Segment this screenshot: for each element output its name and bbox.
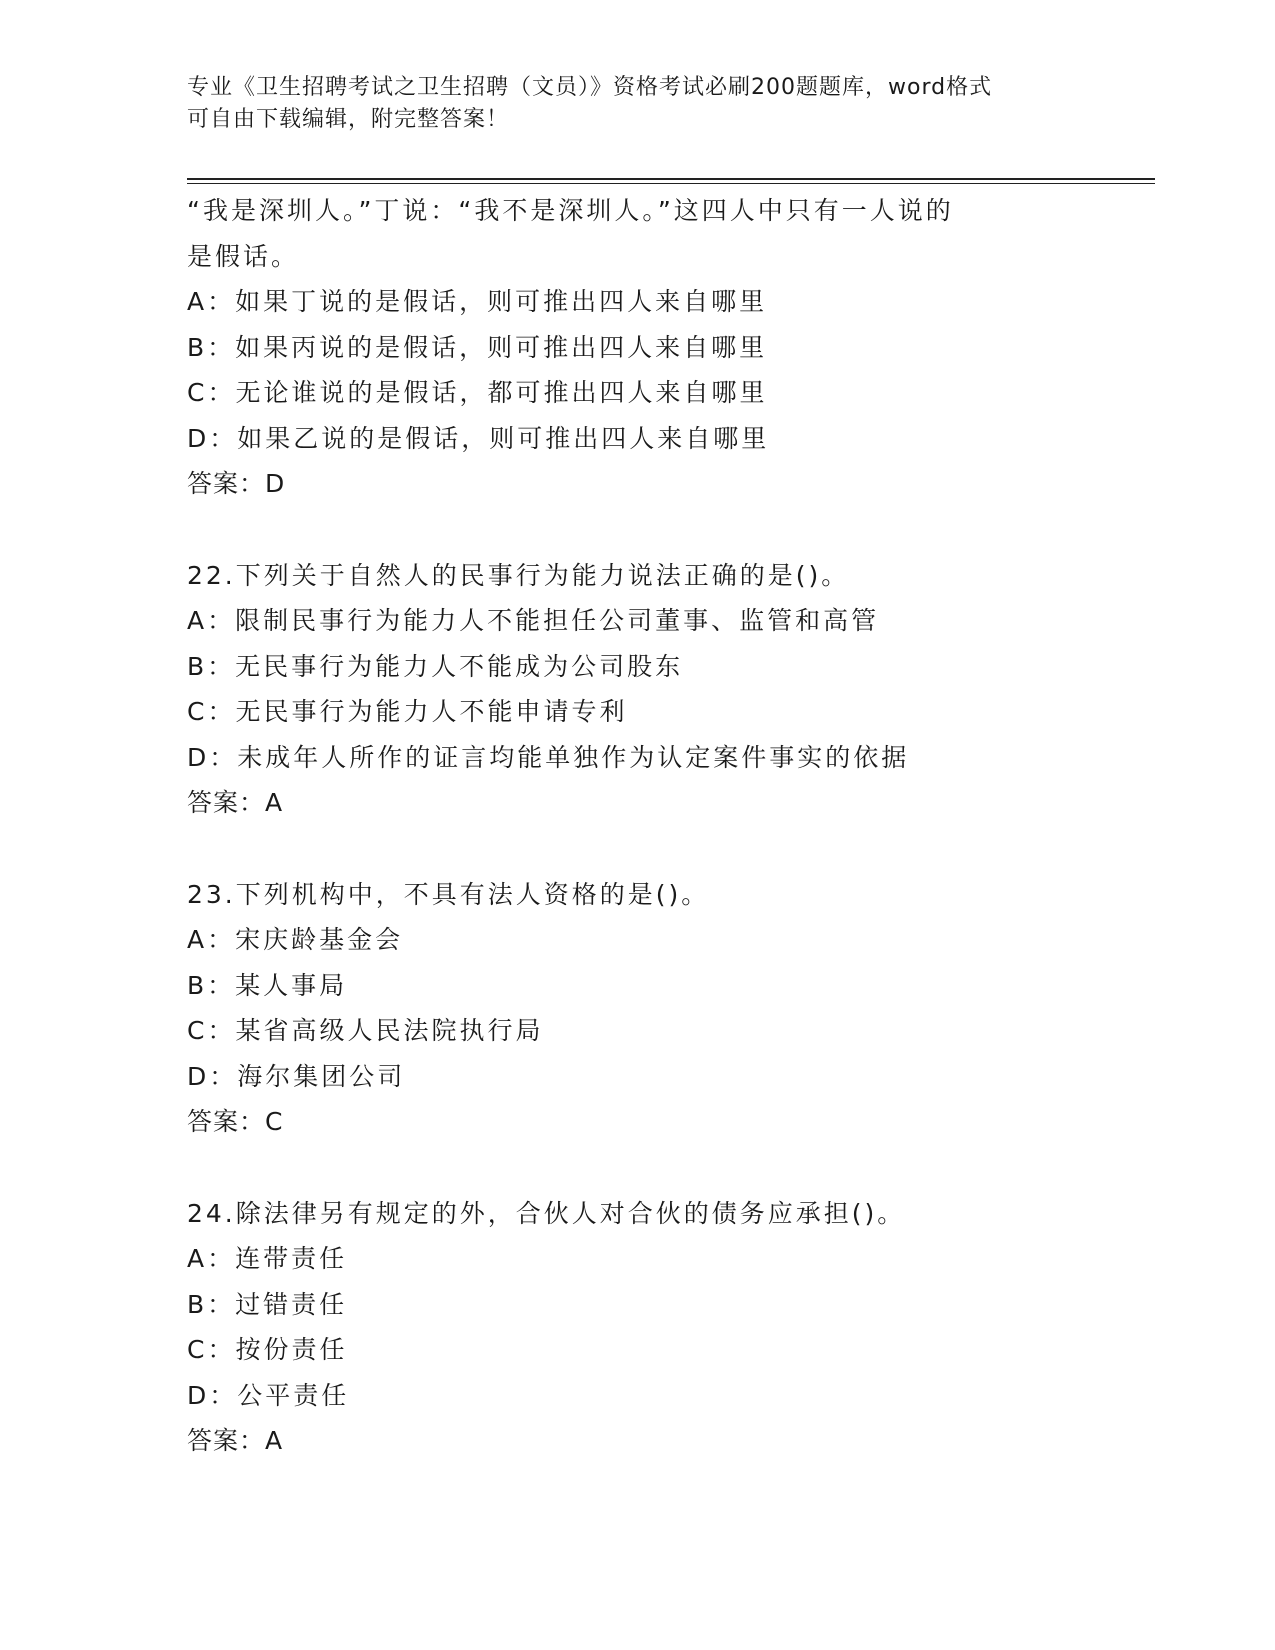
answer-line: 答案：C (187, 1107, 284, 1136)
option-c: C：某省高级人民法院执行局 (187, 1016, 544, 1045)
question-stem: 24.除法律另有规定的外，合伙人对合伙的债务应承担()。 (187, 1198, 906, 1228)
question-text-line: 是假话。 (187, 241, 300, 271)
document-header (187, 72, 1067, 136)
question-24 (187, 1191, 1087, 1464)
header-line-1: 专业《卫生招聘考试之卫生招聘（文员）》资格考试必刷200题题库，word格式 (187, 75, 993, 100)
option-a: A：限制民事行为能力人不能担任公司董事、监管和高管 (187, 606, 880, 635)
header-divider-thick (187, 178, 1155, 180)
header-line-2: 可自由下载编辑，附完整答案！ (187, 107, 510, 132)
answer-line: 答案：A (187, 788, 284, 817)
option-c: C：按份责任 (187, 1335, 348, 1364)
option-d: D：如果乙说的是假话，则可推出四人来自哪里 (187, 423, 770, 453)
question-stem: 23.下列机构中，不具有法人资格的是()。 (187, 879, 710, 909)
question-22 (187, 553, 1087, 826)
question-continuation (187, 188, 1087, 507)
question-list (187, 188, 1087, 1464)
question-text-line: “我是深圳人。”丁说：“我不是深圳人。”这四人中只有一人说的 (187, 196, 954, 225)
option-b: B：某人事局 (187, 970, 348, 1000)
option-d: D：未成年人所作的证言均能单独作为认定案件事实的依据 (187, 742, 910, 772)
option-c: C：无民事行为能力人不能申请专利 (187, 697, 628, 726)
question-stem: 22.下列关于自然人的民事行为能力说法正确的是()。 (187, 560, 850, 590)
option-c: C：无论谁说的是假话，都可推出四人来自哪里 (187, 378, 768, 407)
header-divider-thin (187, 183, 1155, 184)
option-d: D：公平责任 (187, 1380, 350, 1410)
option-b: B：过错责任 (187, 1289, 348, 1319)
option-a: A：宋庆龄基金会 (187, 925, 404, 954)
option-d: D：海尔集团公司 (187, 1061, 406, 1091)
option-b: B：如果丙说的是假话，则可推出四人来自哪里 (187, 332, 768, 362)
answer-line: 答案：D (187, 469, 286, 498)
option-a: A：如果丁说的是假话，则可推出四人来自哪里 (187, 287, 768, 316)
option-b: B：无民事行为能力人不能成为公司股东 (187, 651, 684, 681)
question-23 (187, 872, 1087, 1145)
answer-line: 答案：A (187, 1426, 284, 1455)
option-a: A：连带责任 (187, 1244, 348, 1273)
